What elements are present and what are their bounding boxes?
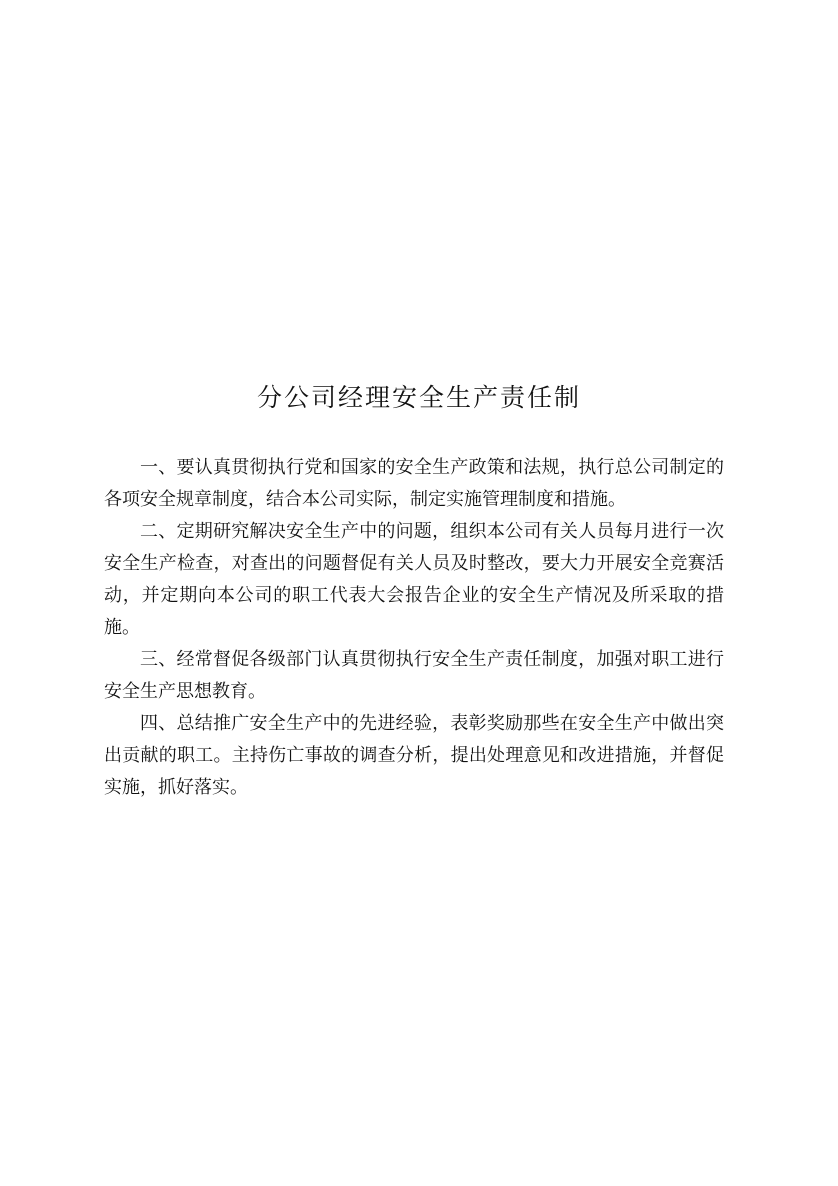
paragraph-1: 一、要认真贯彻执行党和国家的安全生产政策和法规，执行总公司制定的各项安全规章制度，结合本公司实际，制定实施管理制度和措施。 [104, 457, 724, 510]
paragraph-2: 二、定期研究解决安全生产中的问题，组织本公司有关人员每月进行一次安全生产检查，对查出的问题督促有关人员及时整改，要大力开展安全竞赛活动，并定期向本公司的职工代表大会报告企业的安全生产情况及所采取的措施。 [104, 521, 724, 638]
document-title: 分公司经理安全生产责任制 [256, 383, 581, 412]
paragraph-4: 四、总结推广安全生产中的先进经验，表彰奖励那些在安全生产中做出突出贡献的职工。主持伤亡事故的调查分析，提出处理意见和改进措施，并督促实施，抓好落实。 [104, 713, 724, 798]
document-body [104, 452, 724, 804]
paragraph-3: 三、经常督促各级部门认真贯彻执行安全生产责任制度，加强对职工进行安全生产思想教育。 [104, 649, 724, 702]
